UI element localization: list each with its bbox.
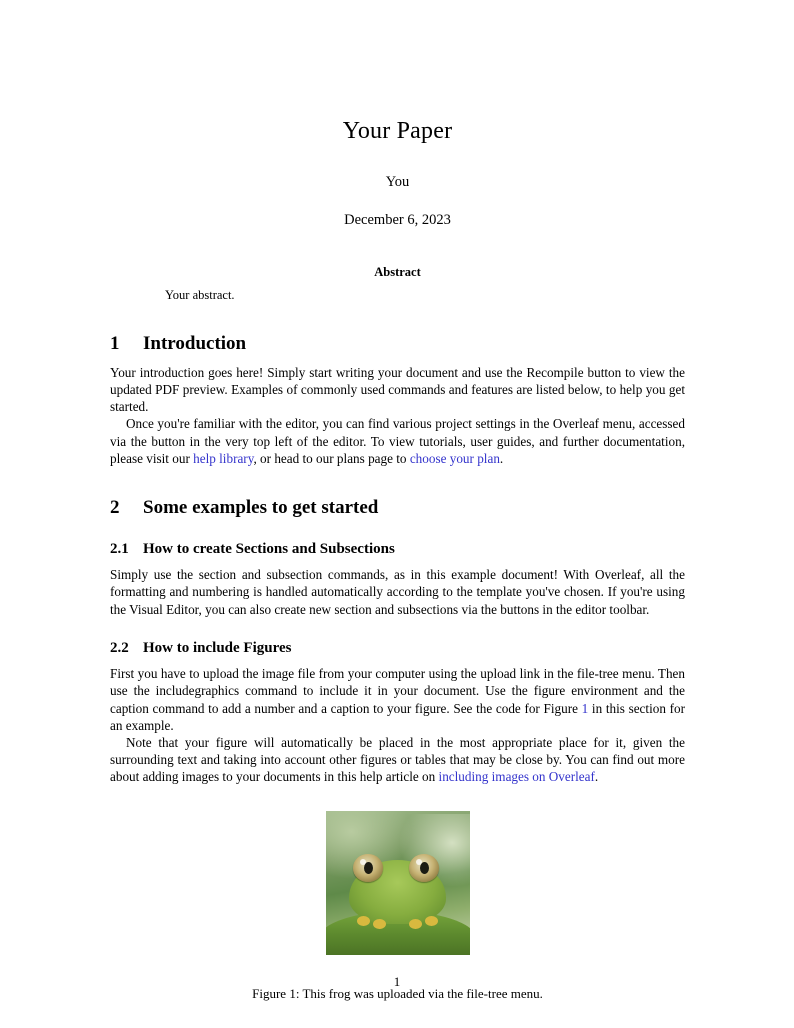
figure-caption: Figure 1: This frog was uploaded via the file-tree menu. bbox=[252, 986, 543, 1002]
abstract-heading: Abstract bbox=[374, 265, 421, 279]
subsection-2-2-paragraph-1 bbox=[110, 665, 685, 734]
page-title: Your Paper bbox=[342, 118, 453, 144]
frog-image bbox=[326, 811, 470, 955]
figure-1-reference-link[interactable]: 1 bbox=[581, 700, 589, 716]
section-number-2: 2 bbox=[110, 496, 120, 518]
images-text-before: Note that your figure will automatically be placed in the most appropriate place for it, given the surrounding text and taking into account other figures or tables that may be close by. You can find out more about adding images to your documents in this help article on bbox=[110, 734, 685, 785]
subsection-heading-2-1 bbox=[110, 541, 685, 558]
document-body bbox=[110, 0, 685, 1002]
subsection-heading-2-2 bbox=[110, 640, 685, 657]
frog-left-eye bbox=[353, 854, 383, 881]
frog-left-eye-highlight bbox=[360, 859, 366, 865]
document-date: December 6, 2023 bbox=[344, 212, 451, 228]
subsection-title-2-1: How to create Sections and Subsections bbox=[143, 540, 395, 557]
subsection-number-2-2: 2.2 bbox=[110, 639, 129, 656]
abstract-text: Your abstract. bbox=[165, 288, 235, 302]
subsection-2-1-paragraph: Simply use the section and subsection commands, as in this example document! With Overleaf, all the formatting and numbering is handled automatically according to the template you've chosen. If you're using the Visual Editor, you can also create new section and subsections via the buttons in the editor toolbar. bbox=[110, 567, 685, 617]
paragraph-text-after: . bbox=[499, 450, 504, 466]
subsection-number-2-1: 2.1 bbox=[110, 540, 129, 557]
including-images-link[interactable]: including images on Overleaf bbox=[438, 769, 595, 785]
section-1-paragraph-2 bbox=[110, 415, 685, 466]
paragraph-text-middle: , or head to our plans page to bbox=[253, 450, 410, 466]
section-heading-2 bbox=[110, 498, 685, 519]
section-number-1: 1 bbox=[110, 333, 120, 354]
subsection-2-2-paragraph-2 bbox=[110, 734, 685, 785]
frog-right-eye bbox=[409, 854, 439, 881]
section-title-1: Introduction bbox=[143, 333, 247, 354]
figure-ref-text-after: in this section for an example. bbox=[110, 700, 685, 733]
help-library-link[interactable]: help library bbox=[193, 450, 254, 466]
section-heading-1 bbox=[110, 334, 685, 355]
document-author: You bbox=[385, 174, 410, 190]
figure-ref-text-before: First you have to upload the image file from your computer using the upload link in the file-tree menu. Then use the includegraphics command to include it in your document. Use the figure environment and the caption command to add a number and a caption to your figure. See the code for Figure bbox=[110, 666, 685, 716]
page-number: 1 bbox=[393, 974, 401, 989]
subsection-title-2-2: How to include Figures bbox=[143, 639, 292, 656]
section-1-paragraph-1: Your introduction goes here! Simply start writing your document and use the Recompile button to view the updated PDF preview. Examples of commonly used commands and features are listed below, to help you get started. bbox=[110, 364, 685, 415]
paragraph-text-before: Once you're familiar with the editor, you can find various project settings in the Overleaf menu, accessed via the button in the very top left of the editor. To view tutorials, user guides, and further documentation, please visit our bbox=[110, 416, 685, 466]
images-text-after: . bbox=[594, 769, 599, 785]
choose-your-plan-link[interactable]: choose your plan bbox=[409, 450, 500, 466]
section-title-2: Some examples to get started bbox=[143, 496, 379, 518]
